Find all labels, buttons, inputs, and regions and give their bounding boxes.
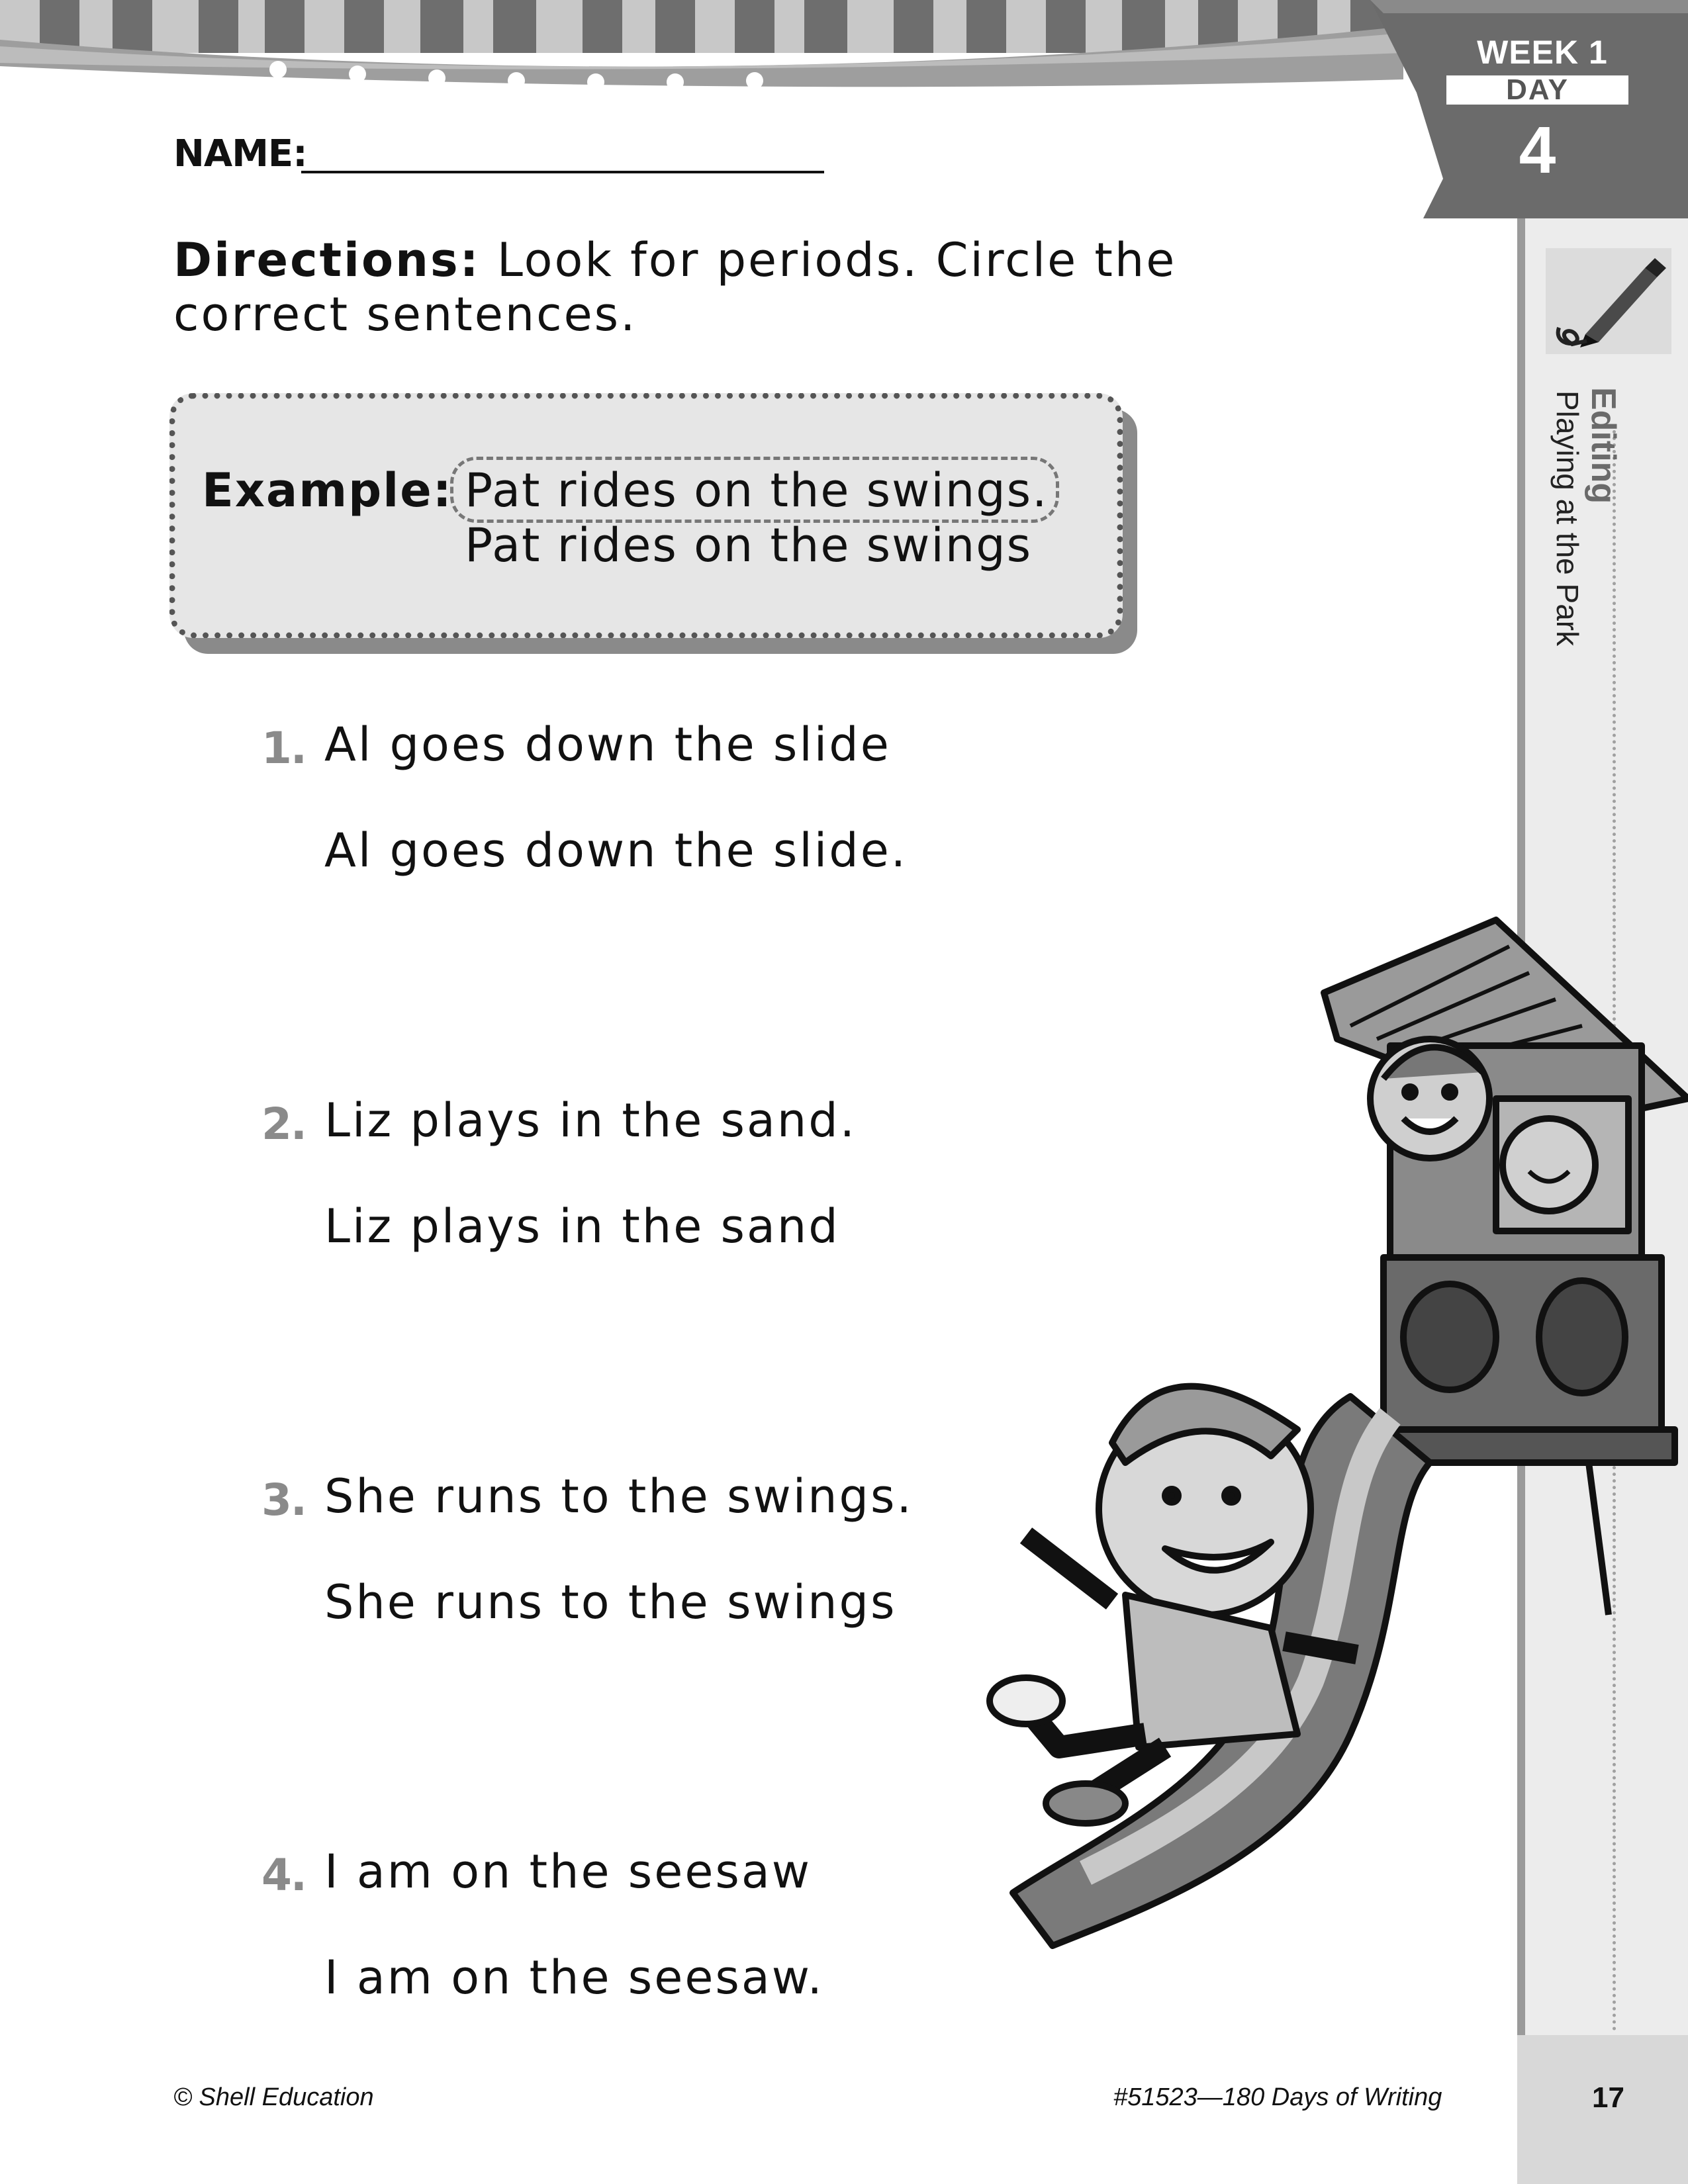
name-field[interactable]	[301, 171, 824, 173]
day-label: DAY	[1506, 73, 1569, 106]
question-number: 4.	[261, 1850, 306, 1901]
sentence-option-b[interactable]: Liz plays in the sand	[324, 1199, 840, 1253]
sentence-option-b[interactable]: Al goes down the slide.	[324, 823, 908, 878]
footer-copyright: © Shell Education	[173, 2083, 374, 2111]
fence-banner	[0, 0, 1403, 99]
sidebar-category: Editing	[1584, 387, 1622, 504]
sentence-option-b[interactable]: She runs to the swings	[324, 1575, 897, 1629]
sidebar-topic: Playing at the Park	[1550, 390, 1585, 647]
sentence-option-a[interactable]: Liz plays in the sand.	[324, 1093, 857, 1148]
question-number: 2.	[261, 1099, 306, 1150]
directions-label: Directions:	[173, 233, 481, 287]
example-label: Example:	[202, 463, 453, 518]
name-label: NAME:	[173, 132, 307, 175]
question-number: 3.	[261, 1475, 306, 1525]
directions	[173, 233, 1299, 341]
footer-book-title: #51523—180 Days of Writing	[1113, 2083, 1442, 2111]
playground-slide-illustration	[927, 913, 1688, 1959]
example-other-sentence: Pat rides on the swings	[465, 518, 1033, 572]
sentence-option-a[interactable]: Al goes down the slide	[324, 717, 891, 772]
week-label: WEEK 1	[1477, 34, 1608, 71]
sentence-option-b[interactable]: I am on the seesaw.	[324, 1950, 824, 2005]
pen-icon	[1546, 248, 1671, 354]
sentence-option-a[interactable]: She runs to the swings.	[324, 1469, 914, 1524]
example-circled-sentence: Pat rides on the swings.	[465, 463, 1049, 518]
page-number: 17	[1592, 2081, 1624, 2114]
directions-text: Look for periods. Circle the correct sentences.	[173, 233, 1177, 341]
day-number: 4	[1519, 113, 1556, 187]
question-number: 1.	[261, 723, 306, 774]
sentence-option-a[interactable]: I am on the seesaw	[324, 1844, 812, 1899]
